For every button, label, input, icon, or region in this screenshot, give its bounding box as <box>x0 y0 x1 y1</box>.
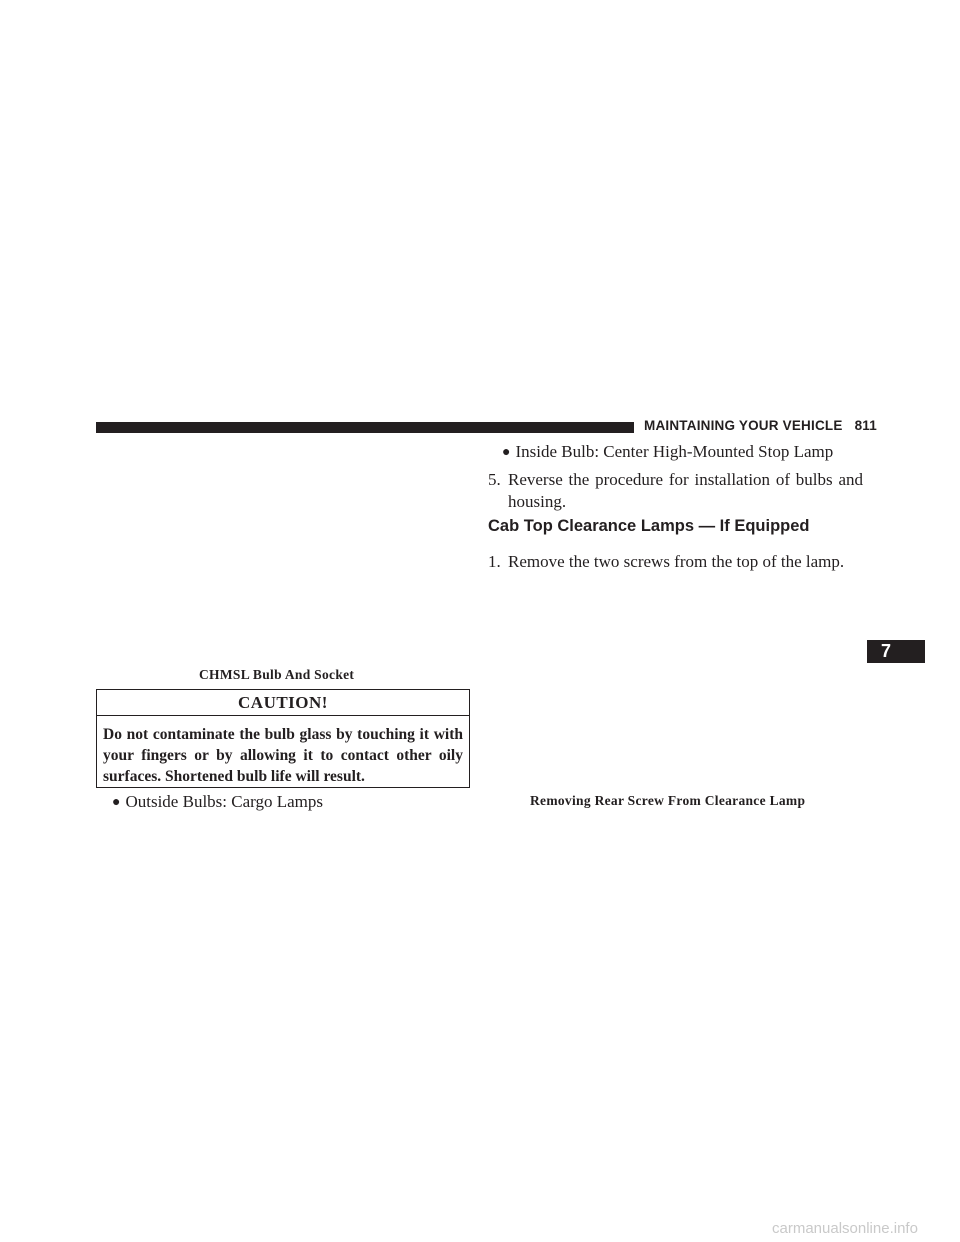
step-text: Remove the two screws from the top of the lamp. <box>508 552 845 571</box>
page-number: 811 <box>854 418 877 433</box>
caution-title: CAUTION! <box>97 690 469 716</box>
step-text: Reverse the procedure for installation of bulbs and housing. <box>508 470 863 511</box>
step-5 <box>488 469 863 513</box>
list-item-text: Outside Bulbs: Cargo Lamps <box>125 792 324 811</box>
chapter-number: 7 <box>881 641 892 661</box>
step-number: 1. <box>488 552 501 571</box>
section-title: MAINTAINING YOUR VEHICLE <box>644 418 843 433</box>
caution-body: Do not contaminate the bulb glass by touching it with your fingers or by allowing it to contact other oily surfaces. Shortened bulb life will result. <box>103 726 463 785</box>
step-1 <box>488 551 863 573</box>
section-heading: Cab Top Clearance Lamps — If Equipped <box>488 517 810 535</box>
caution-box <box>96 689 470 788</box>
bullet-icon: ● <box>502 445 511 460</box>
bullet-icon: ● <box>112 795 121 810</box>
list-item <box>502 441 833 465</box>
step-number: 5. <box>488 470 501 489</box>
running-header <box>644 418 877 433</box>
watermark: carmanualsonline.info <box>772 1220 918 1237</box>
header-rule <box>96 422 634 433</box>
figure-caption-chmsl: CHMSL Bulb And Socket <box>199 667 355 682</box>
list-item <box>112 791 323 815</box>
chapter-tab <box>867 640 925 663</box>
list-item-text: Inside Bulb: Center High-Mounted Stop Lamp <box>515 442 834 461</box>
figure-caption-clearance-lamp: Removing Rear Screw From Clearance Lamp <box>530 793 806 808</box>
